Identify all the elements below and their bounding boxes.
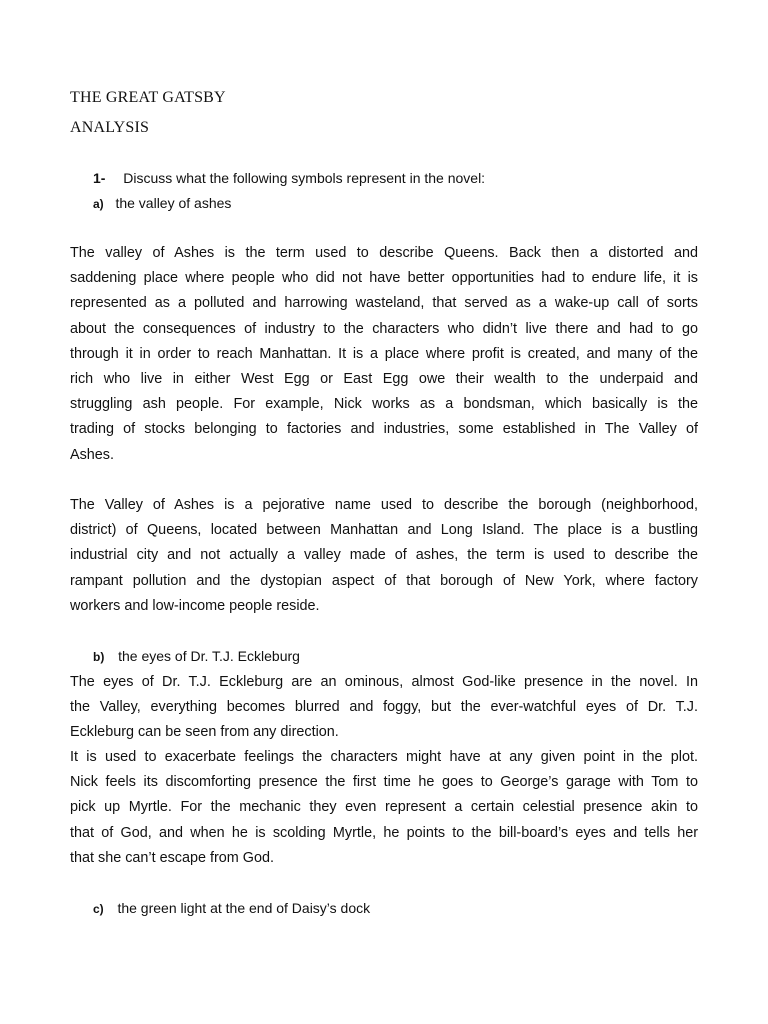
paragraph-line: The eyes of Dr. T.J. Eckleburg are an ominous, almost God-like presence in the novel. In xyxy=(70,674,698,690)
item-letter: b) xyxy=(93,650,105,664)
paragraph-line: that of God, and when he is scolding Myrtle, he points to the bill-board’s eyes and tells her xyxy=(70,824,698,841)
paragraph-line: The Valley of Ashes is a pejorative name used to describe the borough (neighborhood, xyxy=(70,497,698,513)
paragraph-line: workers and low-income people reside. xyxy=(70,597,320,614)
paragraph-line: It is used to exacerbate feelings the characters might have at any given point in the plot. xyxy=(70,749,698,765)
paragraph-eyes-2 xyxy=(70,745,698,871)
paragraph-valley-of-ashes-2 xyxy=(70,493,698,619)
paragraph-line: about the consequences of industry to the characters who didn’t live there and had to go xyxy=(70,320,698,337)
item-letter: c) xyxy=(93,902,104,916)
item-text: the valley of ashes xyxy=(115,195,232,211)
paragraph-line: district) of Queens, located between Manhattan and Long Island. The place is a bustling xyxy=(70,522,698,539)
paragraph-line: The valley of Ashes is the term used to describe Queens. Back then a distorted and xyxy=(70,245,698,261)
paragraph-line: that she can’t escape from God. xyxy=(70,849,274,866)
document-title: THE GREAT GATSBY xyxy=(70,89,226,106)
paragraph-valley-of-ashes-1 xyxy=(70,241,698,468)
item-a-heading xyxy=(93,193,231,214)
paragraph-line: rampant pollution and the dystopian aspect of that borough of New York, where factory xyxy=(70,572,698,589)
item-text: the eyes of Dr. T.J. Eckleburg xyxy=(118,648,300,664)
question-text: Discuss what the following symbols represent in the novel: xyxy=(123,170,486,186)
paragraph-line: saddening place where people who did not have better opportunities had to endure life, it is xyxy=(70,270,698,287)
document-subtitle: ANALYSIS xyxy=(70,119,150,136)
paragraph-line: the Valley, everything becomes blurred and foggy, but the ever-watchful eyes of Dr. T.J. xyxy=(70,699,698,716)
paragraph-line: pick up Myrtle. For the mechanic they even represent a certain celestial presence akin to xyxy=(70,799,698,816)
question-number: 1- xyxy=(93,170,106,186)
paragraph-line: trading of stocks belonging to factories and industries, some established in The Valley of xyxy=(70,421,698,438)
item-letter: a) xyxy=(93,197,104,211)
paragraph-line: Eckleburg can be seen from any direction. xyxy=(70,724,339,741)
paragraph-line: rich who live in either West Egg or East Egg owe their wealth to the underpaid and xyxy=(70,371,698,388)
paragraph-eyes-1 xyxy=(70,670,698,746)
item-b-heading xyxy=(93,646,300,667)
paragraph-line: industrial city and not actually a valley made of ashes, the term is used to describe the xyxy=(70,547,698,564)
item-text: the green light at the end of Daisy’s dock xyxy=(117,900,371,916)
question-1 xyxy=(93,168,485,188)
paragraph-line: represented as a polluted and harrowing wasteland, that served as a wake-up call of sorts xyxy=(70,295,698,312)
paragraph-line: Ashes. xyxy=(70,446,114,463)
paragraph-line: through it in order to reach Manhattan. It is a place where profit is created, and many of the xyxy=(70,345,698,362)
paragraph-line: Nick feels its discomforting presence the first time he goes to George’s garage with Tom to xyxy=(70,774,698,791)
item-c-heading xyxy=(93,898,370,919)
paragraph-line: struggling ash people. For example, Nick works as a bondsman, which basically is the xyxy=(70,396,698,413)
